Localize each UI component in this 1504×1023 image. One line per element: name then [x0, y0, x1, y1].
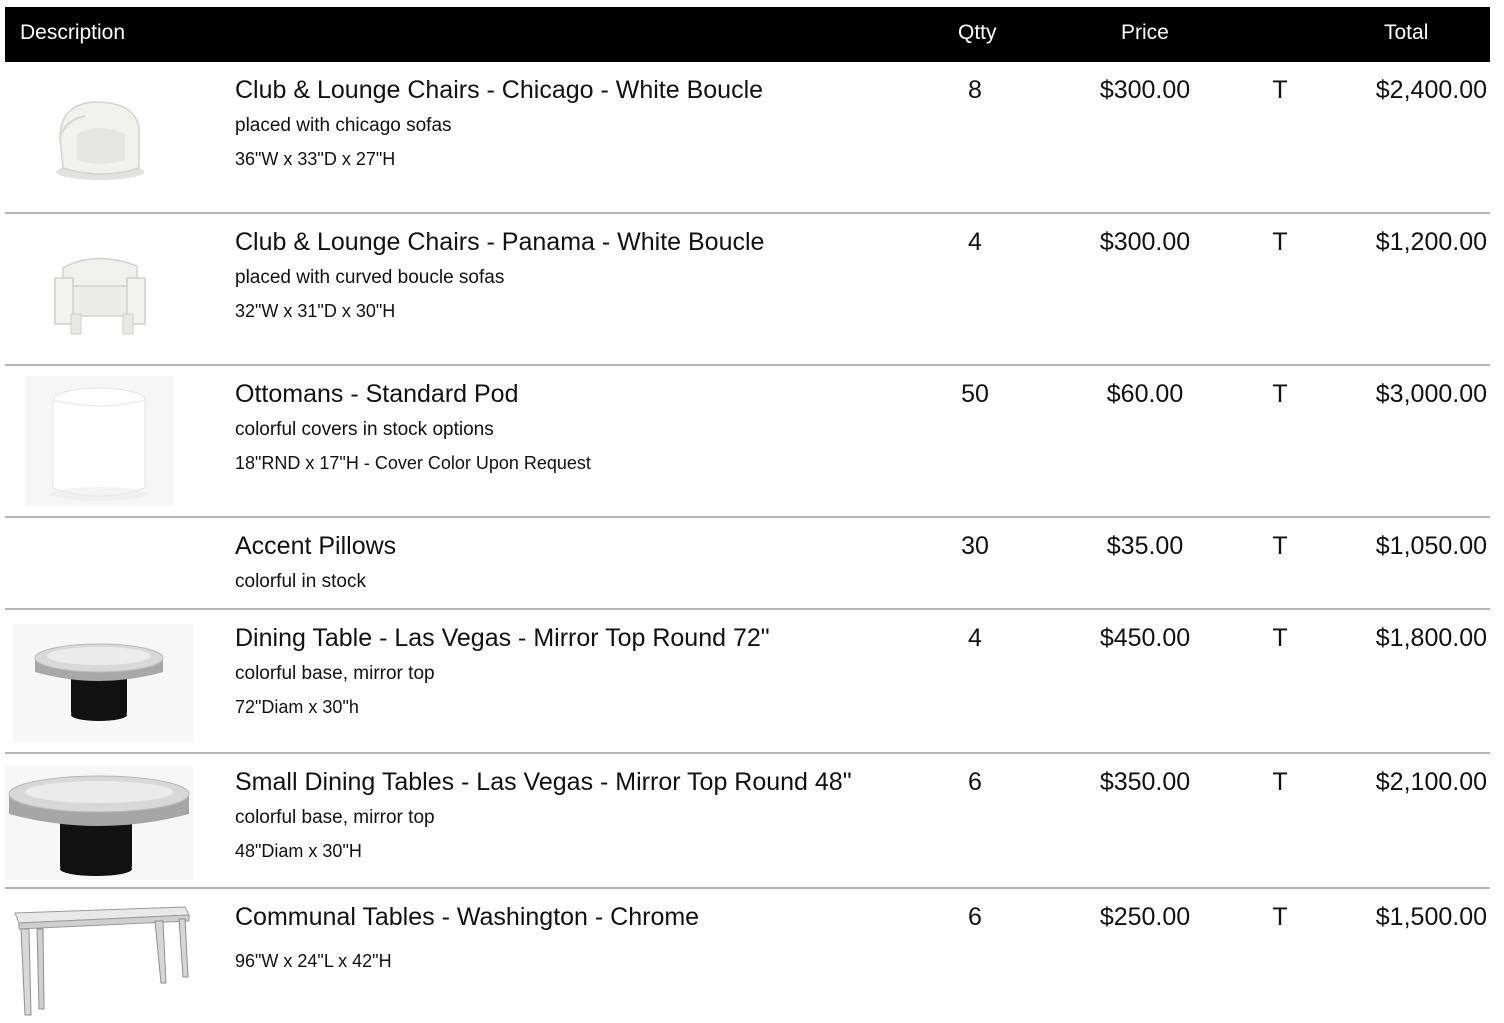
item-qty: 30	[961, 532, 989, 560]
table-row	[5, 518, 1490, 610]
header-price: Price	[1121, 21, 1169, 44]
item-dimensions: 96"W x 24"L x 42"H	[235, 951, 392, 971]
item-total: $3,000.00	[1375, 380, 1487, 408]
item-dimensions: 18"RND x 17"H - Cover Color Upon Request	[235, 453, 591, 473]
item-tax-flag: T	[1272, 76, 1288, 104]
item-qty: 8	[968, 76, 982, 104]
item-title: Communal Tables - Washington - Chrome	[235, 903, 700, 931]
item-price: $300.00	[1099, 228, 1191, 256]
item-note: placed with curved boucle sofas	[235, 267, 505, 288]
table-row	[5, 610, 1490, 754]
item-qty: 6	[968, 768, 982, 796]
item-tax-flag: T	[1272, 380, 1288, 408]
club-chair-chicago-icon	[5, 76, 195, 201]
item-tax-flag: T	[1272, 228, 1288, 256]
item-note: placed with chicago sofas	[235, 115, 452, 136]
item-dimensions: 36"W x 33"D x 27"H	[235, 149, 396, 169]
item-note: colorful base, mirror top	[235, 663, 435, 684]
item-total: $2,100.00	[1375, 768, 1487, 796]
table-header	[5, 7, 1490, 62]
item-price: $60.00	[1106, 380, 1184, 408]
item-note: colorful in stock	[235, 571, 366, 592]
item-title: Accent Pillows	[235, 532, 397, 560]
item-dimensions: 48"Diam x 30"H	[235, 841, 362, 861]
item-qty: 4	[968, 624, 982, 652]
communal-table-chrome-icon	[5, 903, 195, 1021]
item-total: $2,400.00	[1375, 76, 1487, 104]
item-price: $250.00	[1099, 903, 1191, 931]
item-qty: 4	[968, 228, 982, 256]
item-price: $300.00	[1099, 76, 1191, 104]
dining-table-mirror-icon	[5, 622, 195, 744]
item-price: $350.00	[1099, 768, 1191, 796]
item-tax-flag: T	[1272, 768, 1288, 796]
item-note: colorful covers in stock options	[235, 419, 494, 440]
item-price: $450.00	[1099, 624, 1191, 652]
item-title: Club & Lounge Chairs - Panama - White Boucle	[235, 228, 765, 256]
item-total: $1,200.00	[1375, 228, 1487, 256]
item-tax-flag: T	[1272, 624, 1288, 652]
item-total: $1,050.00	[1375, 532, 1487, 560]
table-row	[5, 366, 1490, 518]
club-chair-panama-icon	[5, 228, 195, 353]
table-row	[5, 214, 1490, 366]
item-qty: 50	[961, 380, 989, 408]
item-title: Small Dining Tables - Las Vegas - Mirror Top Round 48"	[235, 768, 852, 796]
item-tax-flag: T	[1272, 903, 1288, 931]
small-dining-table-mirror-icon	[5, 764, 195, 882]
table-row	[5, 889, 1490, 1023]
item-total: $1,500.00	[1375, 903, 1487, 931]
ottoman-pod-icon	[5, 370, 195, 512]
header-total: Total	[1384, 21, 1429, 44]
table-row	[5, 62, 1490, 214]
header-description: Description	[20, 21, 126, 44]
item-title: Dining Table - Las Vegas - Mirror Top Round 72"	[235, 624, 770, 652]
item-dimensions: 32"W x 31"D x 30"H	[235, 301, 396, 321]
item-title: Club & Lounge Chairs - Chicago - White Boucle	[235, 76, 764, 104]
item-dimensions: 72"Diam x 30"h	[235, 697, 359, 717]
item-title: Ottomans - Standard Pod	[235, 380, 519, 408]
header-qty: Qtty	[958, 21, 997, 44]
item-tax-flag: T	[1272, 532, 1288, 560]
item-note: colorful base, mirror top	[235, 807, 435, 828]
table-row	[5, 754, 1490, 889]
item-price: $35.00	[1106, 532, 1184, 560]
item-total: $1,800.00	[1375, 624, 1487, 652]
item-qty: 6	[968, 903, 982, 931]
